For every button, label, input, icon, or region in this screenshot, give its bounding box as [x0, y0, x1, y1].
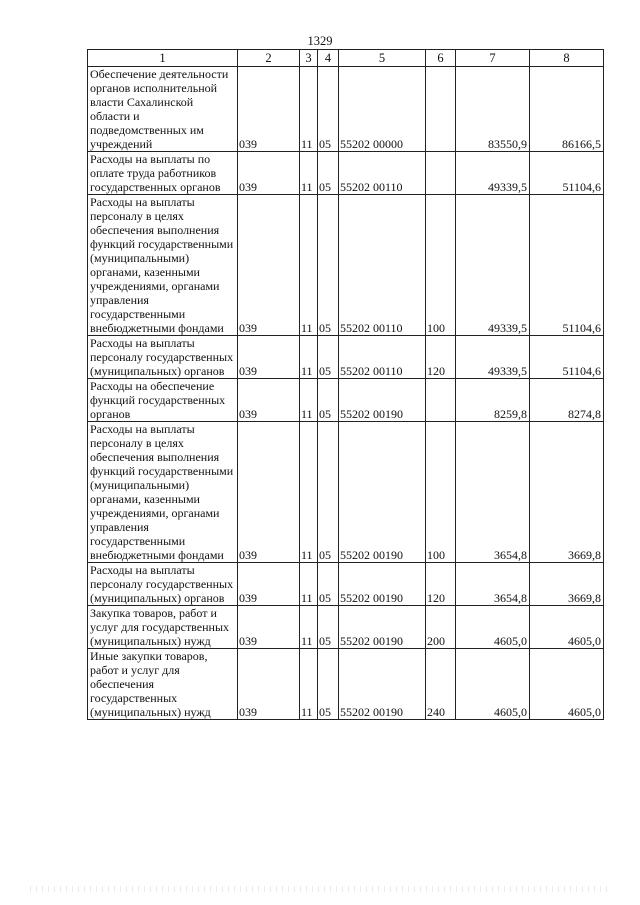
- expense-type-cell: [426, 152, 456, 195]
- table-row: [88, 152, 604, 195]
- row-name-cell: Расходы на выплаты персоналу государственных (муниципальных) органов: [88, 563, 238, 606]
- row-name-cell: Расходы на выплаты персоналу в целях обеспечения выполнения функций государственными (муниципальными) органами, казенными учреждениями, органами управления государственными внебюджетными фондами: [88, 195, 238, 336]
- section-cell: 11: [300, 606, 318, 649]
- target-article-cell: 55202 00000: [339, 67, 426, 152]
- code-cell: 039: [238, 195, 300, 336]
- table-row: [88, 422, 604, 563]
- row-name-cell: Закупка товаров, работ и услуг для государственных (муниципальных) нужд: [88, 606, 238, 649]
- amount-cell: 83550,9: [456, 67, 530, 152]
- row-name-cell: Обеспечение деятельности органов исполнительной власти Сахалинской области и подведомственных им учреждений: [88, 67, 238, 152]
- table-row: [88, 606, 604, 649]
- target-article-cell: 55202 00190: [339, 563, 426, 606]
- section-cell: 11: [300, 336, 318, 379]
- column-header: 3: [300, 50, 318, 67]
- scan-noise: [30, 886, 610, 892]
- code-cell: 039: [238, 606, 300, 649]
- section-cell: 11: [300, 152, 318, 195]
- header-row: [88, 50, 604, 67]
- subsection-cell: 05: [318, 336, 339, 379]
- row-name-cell: Расходы на выплаты персоналу в целях обеспечения выполнения функций государственными (муниципальными) органами, казенными учреждениями, органами управления государственными внебюджетными фондами: [88, 422, 238, 563]
- row-name-cell: Расходы на обеспечение функций государственных органов: [88, 379, 238, 422]
- section-cell: 11: [300, 649, 318, 720]
- budget-table: [87, 49, 604, 720]
- table-row: [88, 649, 604, 720]
- target-article-cell: 55202 00110: [339, 195, 426, 336]
- amount-cell: 4605,0: [530, 649, 604, 720]
- table-row: [88, 379, 604, 422]
- expense-type-cell: 100: [426, 422, 456, 563]
- amount-cell: 51104,6: [530, 195, 604, 336]
- expense-type-cell: [426, 67, 456, 152]
- amount-cell: 3669,8: [530, 563, 604, 606]
- target-article-cell: 55202 00190: [339, 606, 426, 649]
- subsection-cell: 05: [318, 649, 339, 720]
- amount-cell: 49339,5: [456, 152, 530, 195]
- expense-type-cell: 200: [426, 606, 456, 649]
- code-cell: 039: [238, 336, 300, 379]
- subsection-cell: 05: [318, 563, 339, 606]
- amount-cell: 49339,5: [456, 195, 530, 336]
- target-article-cell: 55202 00110: [339, 152, 426, 195]
- target-article-cell: 55202 00190: [339, 422, 426, 563]
- subsection-cell: 05: [318, 379, 339, 422]
- subsection-cell: 05: [318, 195, 339, 336]
- row-name-cell: Расходы на выплаты по оплате труда работников государственных органов: [88, 152, 238, 195]
- expense-type-cell: 100: [426, 195, 456, 336]
- table-row: [88, 336, 604, 379]
- page-number: 1329: [307, 34, 333, 48]
- code-cell: 039: [238, 67, 300, 152]
- amount-cell: 49339,5: [456, 336, 530, 379]
- amount-cell: 3654,8: [456, 422, 530, 563]
- column-header: 5: [339, 50, 426, 67]
- expense-type-cell: [426, 379, 456, 422]
- target-article-cell: 55202 00190: [339, 379, 426, 422]
- column-header: 8: [530, 50, 604, 67]
- code-cell: 039: [238, 152, 300, 195]
- section-cell: 11: [300, 67, 318, 152]
- code-cell: 039: [238, 379, 300, 422]
- amount-cell: 51104,6: [530, 336, 604, 379]
- row-name-cell: Иные закупки товаров, работ и услуг для обеспечения государственных (муниципальных) нужд: [88, 649, 238, 720]
- column-header: 6: [426, 50, 456, 67]
- expense-type-cell: 240: [426, 649, 456, 720]
- expense-type-cell: 120: [426, 336, 456, 379]
- section-cell: 11: [300, 422, 318, 563]
- code-cell: 039: [238, 563, 300, 606]
- section-cell: 11: [300, 379, 318, 422]
- subsection-cell: 05: [318, 422, 339, 563]
- row-name-cell: Расходы на выплаты персоналу государственных (муниципальных) органов: [88, 336, 238, 379]
- table-row: [88, 67, 604, 152]
- table-row: [88, 563, 604, 606]
- expense-type-cell: 120: [426, 563, 456, 606]
- amount-cell: 3654,8: [456, 563, 530, 606]
- amount-cell: 4605,0: [530, 606, 604, 649]
- column-header: 1: [88, 50, 238, 67]
- amount-cell: 8259,8: [456, 379, 530, 422]
- amount-cell: 3669,8: [530, 422, 604, 563]
- section-cell: 11: [300, 195, 318, 336]
- amount-cell: 8274,8: [530, 379, 604, 422]
- amount-cell: 4605,0: [456, 606, 530, 649]
- target-article-cell: 55202 00190: [339, 649, 426, 720]
- amount-cell: 51104,6: [530, 152, 604, 195]
- amount-cell: 4605,0: [456, 649, 530, 720]
- section-cell: 11: [300, 563, 318, 606]
- subsection-cell: 05: [318, 606, 339, 649]
- subsection-cell: 05: [318, 67, 339, 152]
- code-cell: 039: [238, 649, 300, 720]
- table-row: [88, 195, 604, 336]
- code-cell: 039: [238, 422, 300, 563]
- column-header: 4: [318, 50, 339, 67]
- target-article-cell: 55202 00110: [339, 336, 426, 379]
- subsection-cell: 05: [318, 152, 339, 195]
- column-header: 7: [456, 50, 530, 67]
- amount-cell: 86166,5: [530, 67, 604, 152]
- column-header: 2: [238, 50, 300, 67]
